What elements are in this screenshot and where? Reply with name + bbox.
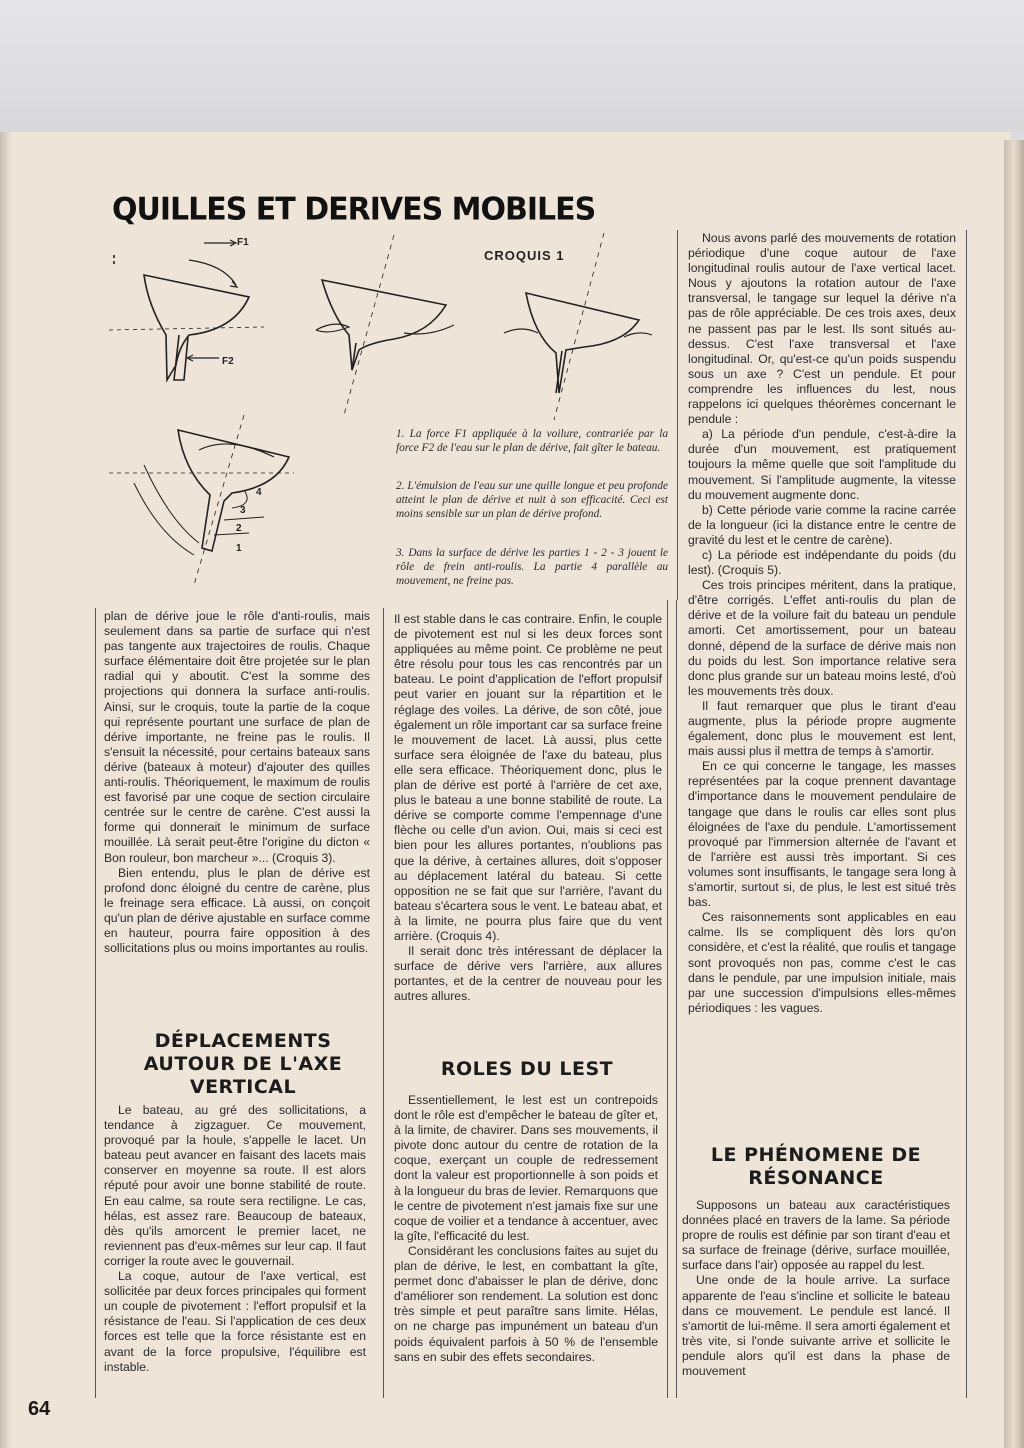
- zone-label-1: 1: [236, 543, 242, 554]
- paragraph: Le bateau, au gré des sollicitations, a tendance à zigzaguer. Ce mouvement, provoqué par la houle, s'appelle le lacet. Un bateau peut avancer en faisant des lacets mais conserver en moyenne sa route. Il est alors réputé pour avoir une bonne stabilité de route. En eau calme, sa route sera rectiligne. Le cas, hélas, est assez rare. Beaucoup de bateaux, dès qu'ils amorcent le premier lacet, ne reviennent pas d'eux-mêmes sur leur cap. Il faut corriger la route avec le gouvernail.: [104, 1103, 366, 1268]
- page-number: 64: [28, 1398, 51, 1420]
- croquis-illustration: [104, 225, 674, 595]
- paragraph: En ce qui concerne le tangage, les masses représentées par la coque prennent davantage d'importance dans le mouvement pendulaire de tangage que dans le roulis car elles sont plus éloignées de l'axe du pendule. L'amortissement provoqué par l'immersion alternée de l'avant et de l'arrière est aussi très important. Si ces volumes sont insuffisants, le tangage sera long à s'amortir, surtout si, de plus, le lest est situé très bas.: [688, 759, 956, 910]
- column-rule: [95, 608, 96, 1398]
- zone-label-4: 4: [256, 487, 262, 498]
- column-2-section-text: [394, 1093, 658, 1365]
- section-heading-roles-du-lest: ROLES DU LEST: [440, 1058, 614, 1080]
- paragraph: Supposons un bateau aux caractéristiques données placé en travers de la lame. Sa période propre de roulis est définie par son tirant d'eau et sa surface de freinage (dérive, surface mouillée, surface dans l'air) opposée au rappel du lest.: [682, 1198, 950, 1273]
- hull-sketch-1: [109, 240, 264, 380]
- column-3-section-text: [682, 1198, 950, 1379]
- zone-label-2: 2: [236, 523, 242, 534]
- column-1-section-text: [104, 1103, 366, 1375]
- paragraph: La coque, autour de l'axe vertical, est sollicitée par deux forces principales qui forment un couple de pivotement : l'effort propulsif et la résistance de l'eau. Si l'application de ces deux forces est telle que la force résistante est en avant de la force propulsive, l'équilibre est instable.: [104, 1269, 366, 1374]
- force-label-f2: F2: [222, 356, 234, 367]
- figure-label: CROQUIS 1: [484, 248, 565, 263]
- force-label-f1: F1: [237, 237, 249, 248]
- hull-sketch-4: [109, 415, 294, 585]
- section-heading-deplacements: DÉPLACEMENTS AUTOUR DE L'AXE VERTICAL: [143, 1030, 343, 1098]
- paragraph: Nous avons parlé des mouvements de rotation périodique d'une coque autour de l'axe longitudinal roulis autour de l'axe vertical lacet. Nous y ajoutons la rotation autour de l'axe transversal, le tangage sur lequel la dérive n'a pas de rôle appréciable. De ces trois axes, deux ne passent pas par le lest. Ils sont situés au-dessus. C'est l'axe transversal et l'axe longitudinal. Or, qu'est-ce qu'un poids suspendu sous un axe ? C'est un pendule. Et pour comprendre les influences du lest, nous rappelons ici quelques théorèmes concernant le pendule :: [688, 231, 956, 427]
- paragraph: plan de dérive joue le rôle d'anti-roulis, mais seulement dans sa partie de surface qui n'est pas tangente aux trajectoires de roulis. Chaque surface élémentaire doit être projetée sur le plan radial qui y aboutit. C'est la somme des projections qui donnera la surface anti-roulis. Ainsi, sur le croquis, toute la partie de la coque qui représente pourtant une surface de plan de dérive importante, ne freine pas le roulis. Il s'ensuit la nécessité, pour certains bateaux sans dérive (bateaux à moteur) d'ajouter des quilles anti-roulis. Théoriquement, le maximum de roulis est favorisé par une coque de section circulaire centrée sur le centre de carène. C'est aussi la forme qui donnerait le minimum de surface mouillée. Là serait peut-être l'origine du dicton « Bon rouleur, bon marcheur »... (Croquis 3).: [104, 609, 370, 865]
- column-rule: [966, 230, 967, 1398]
- page-edge: [0, 132, 12, 1448]
- paragraph: b) Cette période varie comme la racine carrée de la longueur (ici la distance entre le centre de gravité du lest et le centre de carène).: [688, 502, 956, 547]
- column-2-text: [394, 612, 662, 1004]
- hull-sketch-2: [316, 235, 454, 415]
- paragraph: Il est stable dans le cas contraire. Enfin, le couple de pivotement est nul si les deux forces sont appliquées au même point. Ce problème ne peut être résolu pour tous les cas rencontrés par un bateau. Le point d'application de l'effort propulsif peut varier en jouant sur la répartition et le réglage des voiles. La dérive, de son côté, joue également un rôle important car sa surface freine le mouvement de lacet. Là aussi, plus cette surface sera éloignée de l'axe du bateau, plus elle sera efficace. Théoriquement donc, plus le plan de dérive est porté à l'arrière de cet axe, plus le bateau a une bonne stabilité de route. La dérive se comporte comme l'empennage d'une flèche ou celle d'un avion. Oui, mais si ceci est bien pour les allures portantes, n'oublions pas que la dérive, à certaines allures, doit s'opposer au déplacement latéral du bateau. Si cette opposition ne se fait que sur l'arrière, l'avant du bateau s'écartera sous le vent. Le bateau abat, et à la limite, ne pourra plus faire que du vent arrière. (Croquis 4).: [394, 612, 662, 943]
- paragraph: Il faut remarquer que plus le tirant d'eau augmente, plus la période propre augmente également, donc plus le mouvement est lent, mais aussi plus il mettra de temps à s'amortir.: [688, 698, 956, 759]
- zone-label-3: 3: [240, 505, 246, 516]
- column-3-text: [688, 231, 956, 1016]
- scanner-background: [0, 0, 1024, 132]
- paragraph: Considérant les conclusions faites au sujet du plan de dérive, le lest, en combattant la gîte, permet donc d'abaisser le plan de dérive, donc d'améliorer son rendement. La solution est donc très simple et peut paraître sans limite. Hélas, on ne charge pas impunément un bateau d'un poids équivalent parfois à 50 % de l'ensemble sans en subir des effets secondaires.: [394, 1243, 658, 1364]
- column-rule: [677, 230, 678, 600]
- figure-caption-1: 1. La force F1 appliquée à la voilure, contrariée par la force F2 de l'eau sur le plan de dérive, fait gîter le bateau.: [396, 428, 668, 455]
- column-rule: [667, 600, 668, 1398]
- paragraph: c) La période est indépendante du poids (du lest). (Croquis 5).: [688, 547, 956, 578]
- column-rule: [676, 600, 677, 1398]
- binding-spine: [1004, 140, 1024, 1448]
- paragraph: Bien entendu, plus le plan de dérive est profond donc éloigné du centre de carène, plus le freinage sera efficace. Là aussi, on conçoit qu'un plan de dérive ajustable en surface comme en hauteur, pourra faire opposition à des sollicitations plus ou moins importantes au roulis.: [104, 865, 370, 956]
- paragraph: a) La période d'un pendule, c'est-à-dire la durée d'un mouvement, est pratiquement toujours la même quelle que soit l'amplitude du mouvement. Si l'amplitude augmente, la vitesse du mouvement augmente donc.: [688, 427, 956, 502]
- paragraph: Ces raisonnements sont applicables en eau calme. Ils se compliquent dès lors qu'on considère, et c'est la réalité, que roulis et tangage sont provoqués non pas, comme c'est le cas dans le pendule, par une impulsion initiale, mais par une succession d'impulsions elles-mêmes périodiques : les vagues.: [688, 910, 956, 1015]
- paragraph: Une onde de la houle arrive. La surface apparente de l'eau s'incline et sollicite le bateau dans ce mouvement. Le pendule est lancé. Il s'amortit de lui-même. Il sera amorti également et très vite, si l'onde suivante arrive et sollicite le pendule alors qu'il est dans la phase de mouvement: [682, 1273, 950, 1379]
- paragraph: Ces trois principes méritent, dans la pratique, d'être corrigés. L'effet anti-roulis du plan de dérive et de la voilure fait du bateau un pendule amorti. Cet amortissement, pour un bateau donné, dépend de la surface de dérive mais non du poids du lest. Son importance relative sera donc plus grande sur un bateau moins lesté, d'où les mouvements très doux.: [688, 578, 956, 698]
- figure-caption-2: 2. L'émulsion de l'eau sur une quille longue et peu profonde atteint le plan de dérive et nuit à son efficacité. Ceci est moins sensible sur un plan de dérive profond.: [396, 480, 668, 521]
- figure-caption-3: 3. Dans la surface de dérive les parties 1 - 2 - 3 jouent le rôle de frein anti-roulis. La partie 4 parallèle au mouvement, ne freine pas.: [396, 547, 668, 588]
- column-rule: [383, 608, 384, 1398]
- section-heading-resonance: LE PHÉNOMENE DE RÉSONANCE: [710, 1144, 922, 1189]
- hull-sketch-3: [504, 233, 652, 420]
- paragraph: Essentiellement, le lest est un contrepoids dont le rôle est d'empêcher le bateau de gîter et, à la limite, de chavirer. Dans ses mouvements, il pivote donc autour du centre de rotation de la coque, exerçant un couple de redressement dont la valeur est proportionnelle à son poids et à la longueur du bras de levier. Remarquons que le centre de pivotement n'est jamais fixe sur une coque de voilier et a tendance à accentuer, avec la gîte, l'efficacité du lest.: [394, 1093, 658, 1243]
- article-title: QUILLES ET DERIVES MOBILES: [112, 191, 596, 228]
- paragraph: Il serait donc très intéressant de déplacer la surface de dérive vers l'arrière, aux allures portantes, et de la centrer de nouveau pour les autres allures.: [394, 944, 662, 1004]
- column-1-text: [104, 609, 370, 956]
